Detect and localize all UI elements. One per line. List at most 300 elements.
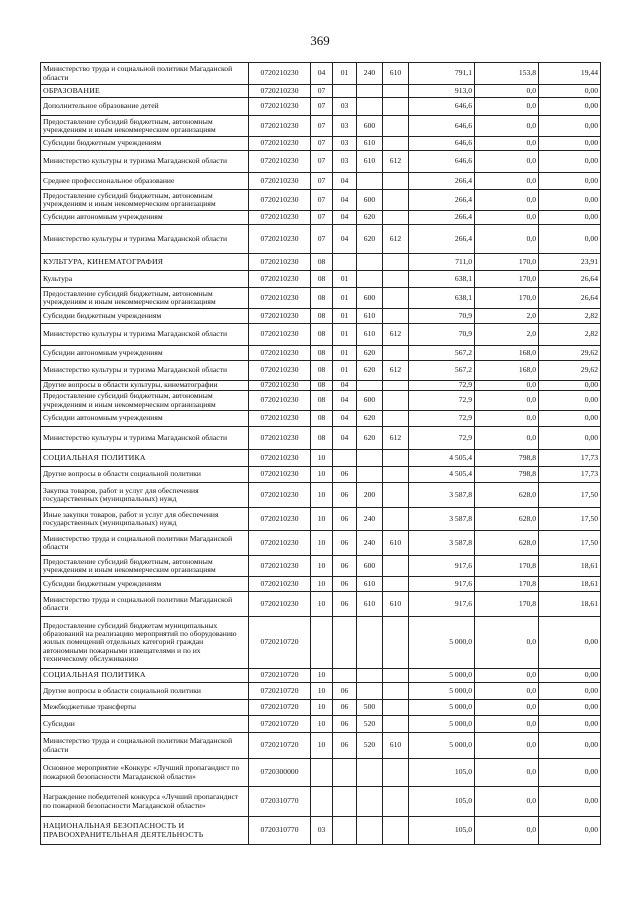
administrator-cell <box>383 137 409 151</box>
administrator-cell <box>383 617 409 669</box>
table-row <box>41 381 601 391</box>
subsection-cell: 06 <box>333 467 357 483</box>
subsection-cell <box>333 450 357 467</box>
table-row <box>41 309 601 324</box>
subsection-cell <box>333 787 357 817</box>
target-code-cell: 0720210230 <box>249 556 311 577</box>
executed-amount-cell: 0,0 <box>475 411 539 427</box>
section-cell: 08 <box>311 427 333 450</box>
section-cell: 07 <box>311 225 333 254</box>
administrator-cell <box>383 190 409 211</box>
table-row <box>41 817 601 845</box>
section-cell: 04 <box>311 63 333 85</box>
section-cell: 07 <box>311 151 333 173</box>
execution-percent-cell: 18,61 <box>539 577 601 592</box>
execution-percent-cell: 0,00 <box>539 98 601 116</box>
row-name-cell: НАЦИОНАЛЬНАЯ БЕЗОПАСНОСТЬ И ПРАВООХРАНИТЕЛЬНАЯ ДЕЯТЕЛЬНОСТЬ <box>41 817 249 845</box>
planned-amount-cell: 4 505,4 <box>409 450 475 467</box>
expense-type-cell: 610 <box>357 137 383 151</box>
table-row <box>41 508 601 531</box>
row-name-cell: Министерство труда и социальной политики Магаданской области <box>41 592 249 617</box>
subsection-cell: 04 <box>333 391 357 411</box>
table-row <box>41 288 601 309</box>
section-cell: 08 <box>311 309 333 324</box>
row-name-cell: Министерство труда и социальной политики Магаданской области <box>41 63 249 85</box>
table-row <box>41 85 601 98</box>
target-code-cell: 0720300000 <box>249 759 311 787</box>
section-cell: 07 <box>311 211 333 225</box>
row-name-cell: Другие вопросы в области культуры, кинематографии <box>41 381 249 391</box>
expense-type-cell: 240 <box>357 531 383 556</box>
target-code-cell: 0720310770 <box>249 787 311 817</box>
expense-type-cell <box>357 98 383 116</box>
administrator-cell <box>383 467 409 483</box>
table-row <box>41 427 601 450</box>
target-code-cell: 0720210230 <box>249 137 311 151</box>
section-cell: 08 <box>311 254 333 271</box>
expense-type-cell: 610 <box>357 592 383 617</box>
row-name-cell: Министерство культуры и туризма Магаданской области <box>41 151 249 173</box>
execution-percent-cell: 0,00 <box>539 190 601 211</box>
execution-percent-cell: 2,82 <box>539 309 601 324</box>
administrator-cell <box>383 683 409 700</box>
planned-amount-cell: 266,4 <box>409 173 475 190</box>
table-row <box>41 759 601 787</box>
executed-amount-cell: 0,0 <box>475 225 539 254</box>
table-row <box>41 173 601 190</box>
planned-amount-cell: 5 000,0 <box>409 716 475 733</box>
executed-amount-cell: 0,0 <box>475 787 539 817</box>
table-row <box>41 63 601 85</box>
planned-amount-cell: 5 000,0 <box>409 733 475 759</box>
executed-amount-cell: 170,8 <box>475 592 539 617</box>
subsection-cell: 06 <box>333 733 357 759</box>
execution-percent-cell: 17,73 <box>539 450 601 467</box>
target-code-cell: 0720210230 <box>249 151 311 173</box>
target-code-cell: 0720210230 <box>249 271 311 288</box>
execution-percent-cell: 29,62 <box>539 346 601 361</box>
planned-amount-cell: 72,9 <box>409 411 475 427</box>
expense-type-cell: 610 <box>357 309 383 324</box>
execution-percent-cell: 18,61 <box>539 592 601 617</box>
expense-type-cell <box>357 787 383 817</box>
planned-amount-cell: 266,4 <box>409 190 475 211</box>
subsection-cell: 03 <box>333 151 357 173</box>
administrator-cell <box>383 211 409 225</box>
subsection-cell: 04 <box>333 211 357 225</box>
planned-amount-cell: 5 000,0 <box>409 669 475 683</box>
subsection-cell: 06 <box>333 683 357 700</box>
execution-percent-cell: 0,00 <box>539 85 601 98</box>
execution-percent-cell: 26,64 <box>539 271 601 288</box>
table-row <box>41 733 601 759</box>
subsection-cell: 06 <box>333 556 357 577</box>
section-cell: 10 <box>311 531 333 556</box>
execution-percent-cell: 0,00 <box>539 427 601 450</box>
execution-percent-cell: 0,00 <box>539 116 601 137</box>
section-cell <box>311 787 333 817</box>
subsection-cell: 04 <box>333 411 357 427</box>
administrator-cell <box>383 759 409 787</box>
section-cell: 07 <box>311 173 333 190</box>
expense-type-cell <box>357 271 383 288</box>
expense-type-cell: 240 <box>357 508 383 531</box>
target-code-cell: 0720210230 <box>249 190 311 211</box>
table-row <box>41 592 601 617</box>
target-code-cell: 0720210230 <box>249 450 311 467</box>
executed-amount-cell: 0,0 <box>475 759 539 787</box>
row-name-cell: Субсидии автономным учреждениям <box>41 411 249 427</box>
executed-amount-cell: 0,0 <box>475 427 539 450</box>
section-cell <box>311 617 333 669</box>
target-code-cell: 0720210230 <box>249 592 311 617</box>
administrator-cell <box>383 288 409 309</box>
planned-amount-cell: 646,6 <box>409 116 475 137</box>
executed-amount-cell: 798,8 <box>475 450 539 467</box>
executed-amount-cell: 0,0 <box>475 716 539 733</box>
subsection-cell: 06 <box>333 531 357 556</box>
expense-type-cell <box>357 817 383 845</box>
expense-type-cell: 620 <box>357 361 383 381</box>
administrator-cell <box>383 450 409 467</box>
section-cell: 07 <box>311 137 333 151</box>
executed-amount-cell: 170,0 <box>475 271 539 288</box>
section-cell <box>311 759 333 787</box>
administrator-cell <box>383 411 409 427</box>
expense-type-cell <box>357 450 383 467</box>
expense-type-cell: 620 <box>357 346 383 361</box>
execution-percent-cell: 17,50 <box>539 508 601 531</box>
executed-amount-cell: 0,0 <box>475 137 539 151</box>
subsection-cell: 01 <box>333 361 357 381</box>
row-name-cell: Субсидии бюджетным учреждениям <box>41 137 249 151</box>
section-cell: 10 <box>311 733 333 759</box>
table-row <box>41 116 601 137</box>
budget-table-body <box>41 63 601 845</box>
row-name-cell: Министерство труда и социальной политики Магаданской области <box>41 531 249 556</box>
table-row <box>41 467 601 483</box>
row-name-cell: Субсидии бюджетным учреждениям <box>41 577 249 592</box>
subsection-cell: 01 <box>333 63 357 85</box>
planned-amount-cell: 3 587,8 <box>409 508 475 531</box>
row-name-cell: Другие вопросы в области социальной политики <box>41 467 249 483</box>
planned-amount-cell: 567,2 <box>409 361 475 381</box>
administrator-cell <box>383 381 409 391</box>
administrator-cell: 610 <box>383 531 409 556</box>
executed-amount-cell: 628,0 <box>475 508 539 531</box>
executed-amount-cell: 0,0 <box>475 391 539 411</box>
target-code-cell: 0720210720 <box>249 700 311 716</box>
expense-type-cell: 520 <box>357 716 383 733</box>
row-name-cell: Межбюджетные трансферты <box>41 700 249 716</box>
executed-amount-cell: 798,8 <box>475 467 539 483</box>
administrator-cell: 610 <box>383 733 409 759</box>
planned-amount-cell: 105,0 <box>409 817 475 845</box>
section-cell: 08 <box>311 361 333 381</box>
subsection-cell <box>333 759 357 787</box>
target-code-cell: 0720210230 <box>249 63 311 85</box>
target-code-cell: 0720210230 <box>249 254 311 271</box>
planned-amount-cell: 105,0 <box>409 787 475 817</box>
planned-amount-cell: 917,6 <box>409 592 475 617</box>
section-cell: 10 <box>311 467 333 483</box>
expense-type-cell: 620 <box>357 211 383 225</box>
row-name-cell: Предоставление субсидий бюджетным, автономным учреждениям и иным некоммерческим организациям <box>41 556 249 577</box>
target-code-cell: 0720210230 <box>249 361 311 381</box>
section-cell: 10 <box>311 508 333 531</box>
section-cell: 10 <box>311 683 333 700</box>
target-code-cell: 0720210230 <box>249 483 311 508</box>
target-code-cell: 0720210230 <box>249 577 311 592</box>
executed-amount-cell: 0,0 <box>475 381 539 391</box>
planned-amount-cell: 5 000,0 <box>409 617 475 669</box>
section-cell: 08 <box>311 346 333 361</box>
section-cell: 08 <box>311 271 333 288</box>
execution-percent-cell: 0,00 <box>539 759 601 787</box>
table-row <box>41 556 601 577</box>
subsection-cell: 06 <box>333 700 357 716</box>
target-code-cell: 0720210230 <box>249 116 311 137</box>
execution-percent-cell: 0,00 <box>539 617 601 669</box>
expense-type-cell <box>357 173 383 190</box>
expense-type-cell: 600 <box>357 116 383 137</box>
target-code-cell: 0720210230 <box>249 324 311 346</box>
administrator-cell <box>383 173 409 190</box>
expense-type-cell <box>357 759 383 787</box>
row-name-cell: Награждение победителей конкурса «Лучший пропагандист по пожарной безопасности Магаданской области» <box>41 787 249 817</box>
planned-amount-cell: 5 000,0 <box>409 700 475 716</box>
execution-percent-cell: 19,44 <box>539 63 601 85</box>
subsection-cell: 06 <box>333 716 357 733</box>
execution-percent-cell: 17,73 <box>539 467 601 483</box>
target-code-cell: 0720210230 <box>249 173 311 190</box>
planned-amount-cell: 638,1 <box>409 271 475 288</box>
table-row <box>41 98 601 116</box>
target-code-cell: 0720210230 <box>249 467 311 483</box>
subsection-cell: 03 <box>333 98 357 116</box>
administrator-cell <box>383 85 409 98</box>
table-row <box>41 391 601 411</box>
table-row <box>41 531 601 556</box>
administrator-cell <box>383 483 409 508</box>
planned-amount-cell: 5 000,0 <box>409 683 475 700</box>
planned-amount-cell: 917,6 <box>409 577 475 592</box>
administrator-cell: 612 <box>383 427 409 450</box>
expense-type-cell: 520 <box>357 733 383 759</box>
section-cell: 08 <box>311 288 333 309</box>
subsection-cell: 04 <box>333 427 357 450</box>
row-name-cell: Предоставление субсидий бюджетам муниципальных образований на реализацию мероприятий по оборудованию жилых помещений отдельных категорий граждан автономными пожарными извещателями и по их техническому обслуживанию <box>41 617 249 669</box>
execution-percent-cell: 17,50 <box>539 483 601 508</box>
executed-amount-cell: 0,0 <box>475 733 539 759</box>
subsection-cell: 04 <box>333 225 357 254</box>
table-row <box>41 787 601 817</box>
planned-amount-cell: 266,4 <box>409 225 475 254</box>
section-cell: 10 <box>311 669 333 683</box>
row-name-cell: СОЦИАЛЬНАЯ ПОЛИТИКА <box>41 450 249 467</box>
executed-amount-cell: 168,0 <box>475 361 539 381</box>
execution-percent-cell: 2,82 <box>539 324 601 346</box>
row-name-cell: Иные закупки товаров, работ и услуг для обеспечения государственных (муниципальных) нужд <box>41 508 249 531</box>
administrator-cell <box>383 116 409 137</box>
planned-amount-cell: 646,6 <box>409 151 475 173</box>
executed-amount-cell: 0,0 <box>475 116 539 137</box>
administrator-cell: 612 <box>383 151 409 173</box>
table-row <box>41 225 601 254</box>
table-row <box>41 211 601 225</box>
execution-percent-cell: 29,62 <box>539 361 601 381</box>
table-row <box>41 254 601 271</box>
table-row <box>41 151 601 173</box>
table-row <box>41 190 601 211</box>
execution-percent-cell: 0,00 <box>539 391 601 411</box>
executed-amount-cell: 170,8 <box>475 556 539 577</box>
row-name-cell: Министерство труда и социальной политики Магаданской области <box>41 733 249 759</box>
execution-percent-cell: 0,00 <box>539 225 601 254</box>
executed-amount-cell: 628,0 <box>475 483 539 508</box>
planned-amount-cell: 3 587,8 <box>409 483 475 508</box>
subsection-cell: 06 <box>333 483 357 508</box>
executed-amount-cell: 0,0 <box>475 151 539 173</box>
target-code-cell: 0720210720 <box>249 716 311 733</box>
administrator-cell: 612 <box>383 324 409 346</box>
row-name-cell: Другие вопросы в области социальной политики <box>41 683 249 700</box>
subsection-cell: 06 <box>333 508 357 531</box>
administrator-cell <box>383 669 409 683</box>
administrator-cell <box>383 271 409 288</box>
administrator-cell <box>383 346 409 361</box>
target-code-cell: 0720210230 <box>249 346 311 361</box>
executed-amount-cell: 170,8 <box>475 577 539 592</box>
expense-type-cell <box>357 85 383 98</box>
target-code-cell: 0720210720 <box>249 617 311 669</box>
execution-percent-cell: 0,00 <box>539 151 601 173</box>
section-cell: 10 <box>311 592 333 617</box>
administrator-cell <box>383 716 409 733</box>
expense-type-cell <box>357 617 383 669</box>
table-row <box>41 683 601 700</box>
administrator-cell: 610 <box>383 63 409 85</box>
administrator-cell <box>383 391 409 411</box>
administrator-cell: 610 <box>383 592 409 617</box>
table-row <box>41 577 601 592</box>
administrator-cell <box>383 508 409 531</box>
expense-type-cell <box>357 381 383 391</box>
planned-amount-cell: 72,9 <box>409 427 475 450</box>
expense-type-cell: 620 <box>357 225 383 254</box>
table-row <box>41 716 601 733</box>
target-code-cell: 0720210720 <box>249 733 311 759</box>
planned-amount-cell: 913,0 <box>409 85 475 98</box>
section-cell: 10 <box>311 483 333 508</box>
administrator-cell <box>383 787 409 817</box>
row-name-cell: Основное мероприятие «Конкурс «Лучший пропагандист по пожарной безопасности Магаданской области» <box>41 759 249 787</box>
table-row <box>41 137 601 151</box>
executed-amount-cell: 0,0 <box>475 190 539 211</box>
expense-type-cell: 200 <box>357 483 383 508</box>
section-cell: 07 <box>311 190 333 211</box>
expense-type-cell: 600 <box>357 391 383 411</box>
execution-percent-cell: 0,00 <box>539 733 601 759</box>
executed-amount-cell: 170,0 <box>475 288 539 309</box>
row-name-cell: Культура <box>41 271 249 288</box>
executed-amount-cell: 628,0 <box>475 531 539 556</box>
execution-percent-cell: 0,00 <box>539 211 601 225</box>
target-code-cell: 0720210230 <box>249 211 311 225</box>
row-name-cell: Среднее профессиональное образование <box>41 173 249 190</box>
subsection-cell: 04 <box>333 190 357 211</box>
row-name-cell: Предоставление субсидий бюджетным, автономным учреждениям и иным некоммерческим организациям <box>41 391 249 411</box>
table-row <box>41 361 601 381</box>
executed-amount-cell: 0,0 <box>475 683 539 700</box>
planned-amount-cell: 70,9 <box>409 309 475 324</box>
row-name-cell: Субсидии автономным учреждениям <box>41 211 249 225</box>
table-row <box>41 324 601 346</box>
execution-percent-cell: 0,00 <box>539 669 601 683</box>
table-row <box>41 346 601 361</box>
subsection-cell: 01 <box>333 309 357 324</box>
row-name-cell: ОБРАЗОВАНИЕ <box>41 85 249 98</box>
administrator-cell <box>383 700 409 716</box>
administrator-cell: 612 <box>383 225 409 254</box>
expense-type-cell: 620 <box>357 427 383 450</box>
section-cell: 08 <box>311 411 333 427</box>
administrator-cell <box>383 98 409 116</box>
section-cell: 10 <box>311 700 333 716</box>
subsection-cell: 01 <box>333 288 357 309</box>
planned-amount-cell: 70,9 <box>409 324 475 346</box>
subsection-cell <box>333 617 357 669</box>
target-code-cell: 0720210230 <box>249 381 311 391</box>
table-row <box>41 617 601 669</box>
subsection-cell <box>333 817 357 845</box>
expense-type-cell: 610 <box>357 577 383 592</box>
subsection-cell: 01 <box>333 324 357 346</box>
execution-percent-cell: 0,00 <box>539 683 601 700</box>
planned-amount-cell: 266,4 <box>409 211 475 225</box>
section-cell: 10 <box>311 577 333 592</box>
target-code-cell: 0720210230 <box>249 531 311 556</box>
section-cell: 08 <box>311 324 333 346</box>
expense-type-cell: 620 <box>357 411 383 427</box>
subsection-cell: 06 <box>333 577 357 592</box>
administrator-cell <box>383 309 409 324</box>
subsection-cell <box>333 669 357 683</box>
row-name-cell: СОЦИАЛЬНАЯ ПОЛИТИКА <box>41 669 249 683</box>
table-row <box>41 700 601 716</box>
subsection-cell: 06 <box>333 592 357 617</box>
executed-amount-cell: 0,0 <box>475 617 539 669</box>
row-name-cell: Субсидии <box>41 716 249 733</box>
table-row <box>41 669 601 683</box>
target-code-cell: 0720210230 <box>249 427 311 450</box>
executed-amount-cell: 2,0 <box>475 324 539 346</box>
subsection-cell <box>333 254 357 271</box>
planned-amount-cell: 791,1 <box>409 63 475 85</box>
row-name-cell: Закупка товаров, работ и услуг для обеспечения государственных (муниципальных) нужд <box>41 483 249 508</box>
executed-amount-cell: 153,8 <box>475 63 539 85</box>
execution-percent-cell: 23,91 <box>539 254 601 271</box>
administrator-cell: 612 <box>383 361 409 381</box>
section-cell: 10 <box>311 556 333 577</box>
execution-percent-cell: 26,64 <box>539 288 601 309</box>
row-name-cell: Предоставление субсидий бюджетным, автономным учреждениям и иным некоммерческим организациям <box>41 288 249 309</box>
row-name-cell: Предоставление субсидий бюджетным, автономным учреждениям и иным некоммерческим организациям <box>41 190 249 211</box>
planned-amount-cell: 4 505,4 <box>409 467 475 483</box>
section-cell: 07 <box>311 85 333 98</box>
expense-type-cell <box>357 254 383 271</box>
execution-percent-cell: 0,00 <box>539 787 601 817</box>
